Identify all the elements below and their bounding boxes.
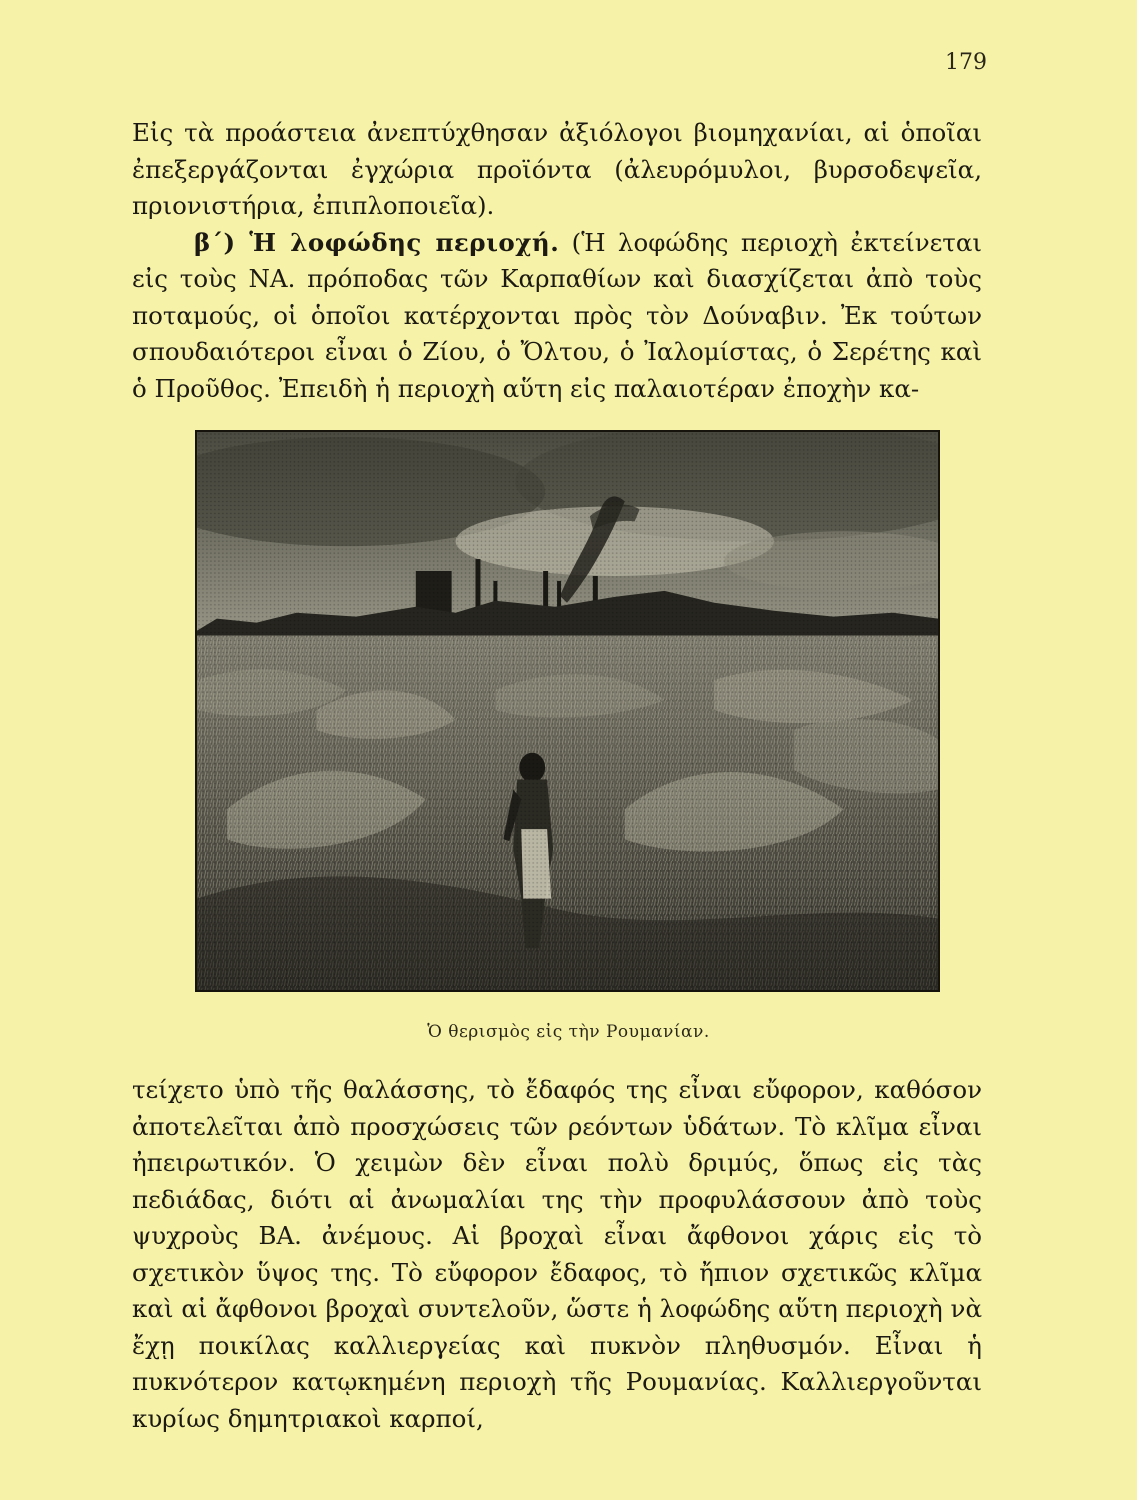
paragraph-industries: Εἰς τὰ προάστεια ἀνεπτύχθησαν ἀξιόλογοι βιομηχανίαι, αἱ ὁποῖαι ἐπεξεργάζονται ἐγχώρια προϊόντα (ἀλευρόμυλοι, βυρσοδεψεῖα, πριονιστήρια, ἐπιπλοποιεῖα). (132, 118, 982, 220)
top-text-block (132, 115, 982, 407)
bottom-text-block (132, 1072, 982, 1437)
paragraph-hilly-region (132, 225, 982, 408)
section-heading: β΄) Ἡ λοφώδης περιοχή. (194, 227, 560, 257)
paragraph-soil-climate: τείχετο ὑπὸ τῆς θαλάσσης, τὸ ἔδαφός της εἶναι εὔφορον, καθόσον ἀποτελεῖται ἀπὸ προσχώσεις τῶν ρεόντων ὑδάτων. Τὸ κλῖμα εἶναι ἠπειρωτικόν. Ὁ χειμὼν δὲν εἶναι πολὺ δριμύς, ὅπως εἰς τὰς πεδιάδας, διότι αἱ ἀνωμαλίαι της τὴν προφυλάσσουν ἀπὸ τοὺς ψυχροὺς ΒΑ. ἀνέμους. Αἱ βροχαὶ εἶναι ἄφθονοι χάρις εἰς τὸ σχετικὸν ὕψος της. Τὸ εὔφορον ἔδαφος, τὸ ἤπιον σχετικῶς κλῖμα καὶ αἱ ἄφθονοι βροχαὶ συντελοῦν, ὥστε ἡ λοφώδης αὕτη περιοχὴ νὰ ἔχῃ ποικίλας καλλιεργείας καὶ πυκνὸν πληθυσμόν. Εἶναι ἡ πυκνότερον κατῳκημένη περιοχὴ τῆς Ρουμανίας. Καλλιεργοῦνται κυρίως δημητριακοὶ καρποί, (132, 1075, 982, 1433)
page-number: 179 (945, 50, 987, 75)
figure-caption: Ὁ θερισμὸς εἰς τὴν Ρουμανίαν. (427, 1022, 710, 1042)
harvest-photo (195, 430, 940, 992)
harvest-photo-illustration (197, 432, 938, 990)
paragraph-hilly-region-text: (Ἡ λοφώδης περιοχὴ ἐκτείνεται εἰς τοὺς ΝΑ. πρόποδας τῶν Καρπαθίων καὶ διασχίζεται ἀπὸ τοὺς ποταμούς, οἱ ὁποῖοι κατέρχονται πρὸς τὸν Δούναβιν. Ἐκ τούτων σπουδαιότεροι εἶναι ὁ Ζίου, ὁ Ὄλτου, ὁ Ἰαλομίστας, ὁ Σερέτης καὶ ὁ Προῦθος. Ἐπειδὴ ἡ περιοχὴ αὕτη εἰς παλαιοτέραν ἐποχὴν κα- (132, 227, 982, 403)
